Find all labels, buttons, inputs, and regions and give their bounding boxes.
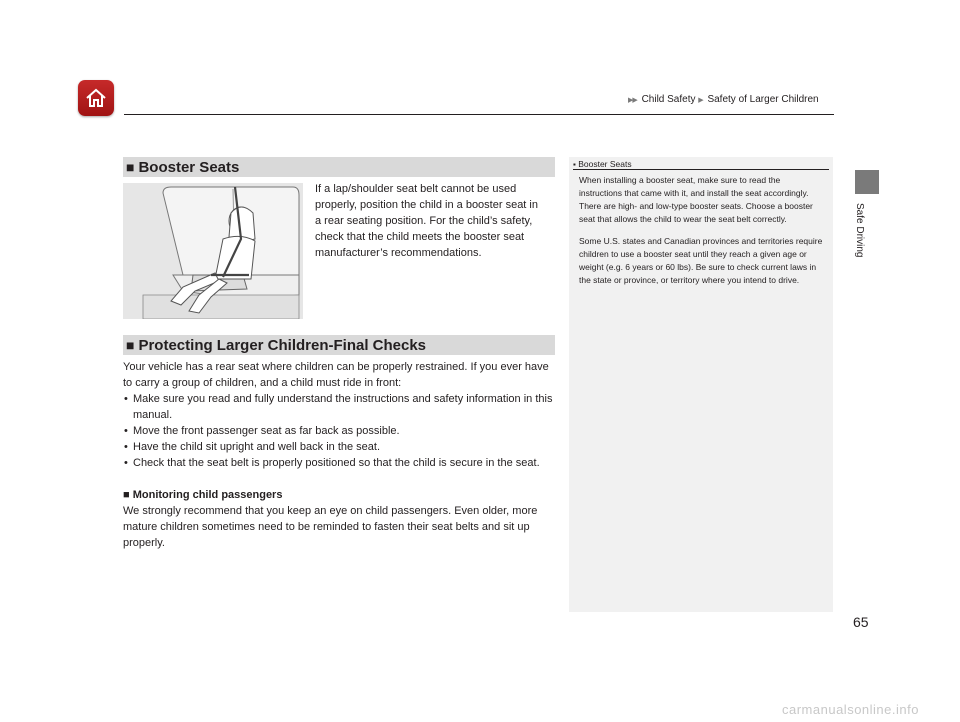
note-title (569, 157, 833, 169)
breadcrumb-item-child-safety[interactable]: Child Safety (641, 94, 696, 105)
final-checks-body (123, 359, 555, 551)
header-rule (124, 114, 834, 115)
list-item: • Move the front passenger seat as far back as possible. (123, 423, 555, 439)
booster-line-4: check that the child meets the booster seat (315, 231, 525, 243)
section-tab (855, 170, 879, 194)
square-bullet-icon: ■ (123, 489, 130, 501)
subheading-monitoring (123, 487, 555, 503)
final-checks-heading-text: Protecting Larger Children-Final Checks (138, 337, 427, 354)
booster-line-5: manufacturer’s recommendations. (315, 247, 482, 259)
breadcrumb-arrow-icon: ▶ (698, 97, 703, 104)
booster-line-1: If a lap/shoulder seat belt cannot be used (315, 183, 517, 195)
booster-seat-illustration (123, 183, 303, 319)
note-paragraph-2: Some U.S. states and Canadian provinces and territories require children to use a booster seat until they reach a given age or weight (e.g. 6 years or 60 lbs). Be sure to check current laws in the state or province, or territory where you intend to drive. (579, 236, 823, 285)
breadcrumb-arrow-icon: ▶▶ (628, 97, 637, 104)
monitoring-paragraph: We strongly recommend that you keep an eye on child passengers. Even older, more mature children sometimes need to be reminded to fasten their seat belts and sit up properly. (123, 505, 538, 549)
page-number: 65 (853, 614, 869, 630)
watermark: carmanualsonline.info (782, 702, 919, 717)
list-item: • Make sure you read and fully understand the instructions and safety information in this manual. (123, 391, 555, 423)
section-heading-booster (123, 157, 555, 177)
note-title-text: Booster Seats (578, 159, 632, 169)
square-bullet-icon: ■ (126, 159, 135, 175)
note-paragraph-1: When installing a booster seat, make sure to read the instructions that came with it, and install the seat accordingly. There are high- and low-type booster seats. Choose a booster seat that allows the child to wear the seat belt correctly. (579, 175, 813, 224)
breadcrumb (628, 94, 819, 105)
note-body (569, 170, 833, 287)
subheading-text: Monitoring child passengers (132, 489, 283, 501)
booster-line-2: properly, position the child in a booster seat in (315, 199, 538, 211)
list-item: • Have the child sit upright and well back in the seat. (123, 439, 555, 455)
square-bullet-icon: ■ (126, 337, 135, 353)
home-icon (84, 86, 108, 110)
home-button[interactable] (78, 80, 114, 116)
note-marker-icon: ▪ (573, 160, 576, 169)
section-heading-final-checks (123, 335, 555, 355)
sidebar-note (569, 157, 833, 612)
final-checks-intro: Your vehicle has a rear seat where children can be properly restrained. If you ever have to carry a group of children, and a child must ride in front: (123, 361, 549, 389)
breadcrumb-item-current: Safety of Larger Children (707, 94, 819, 105)
booster-line-3: a rear seating position. For the child’s safety, (315, 215, 533, 227)
section-label: Safe Driving (854, 203, 865, 258)
final-checks-list (123, 391, 555, 471)
booster-heading-text: Booster Seats (138, 159, 240, 176)
list-item: • Check that the seat belt is properly positioned so that the child is secure in the seat. (123, 455, 555, 471)
booster-paragraph (315, 181, 555, 261)
